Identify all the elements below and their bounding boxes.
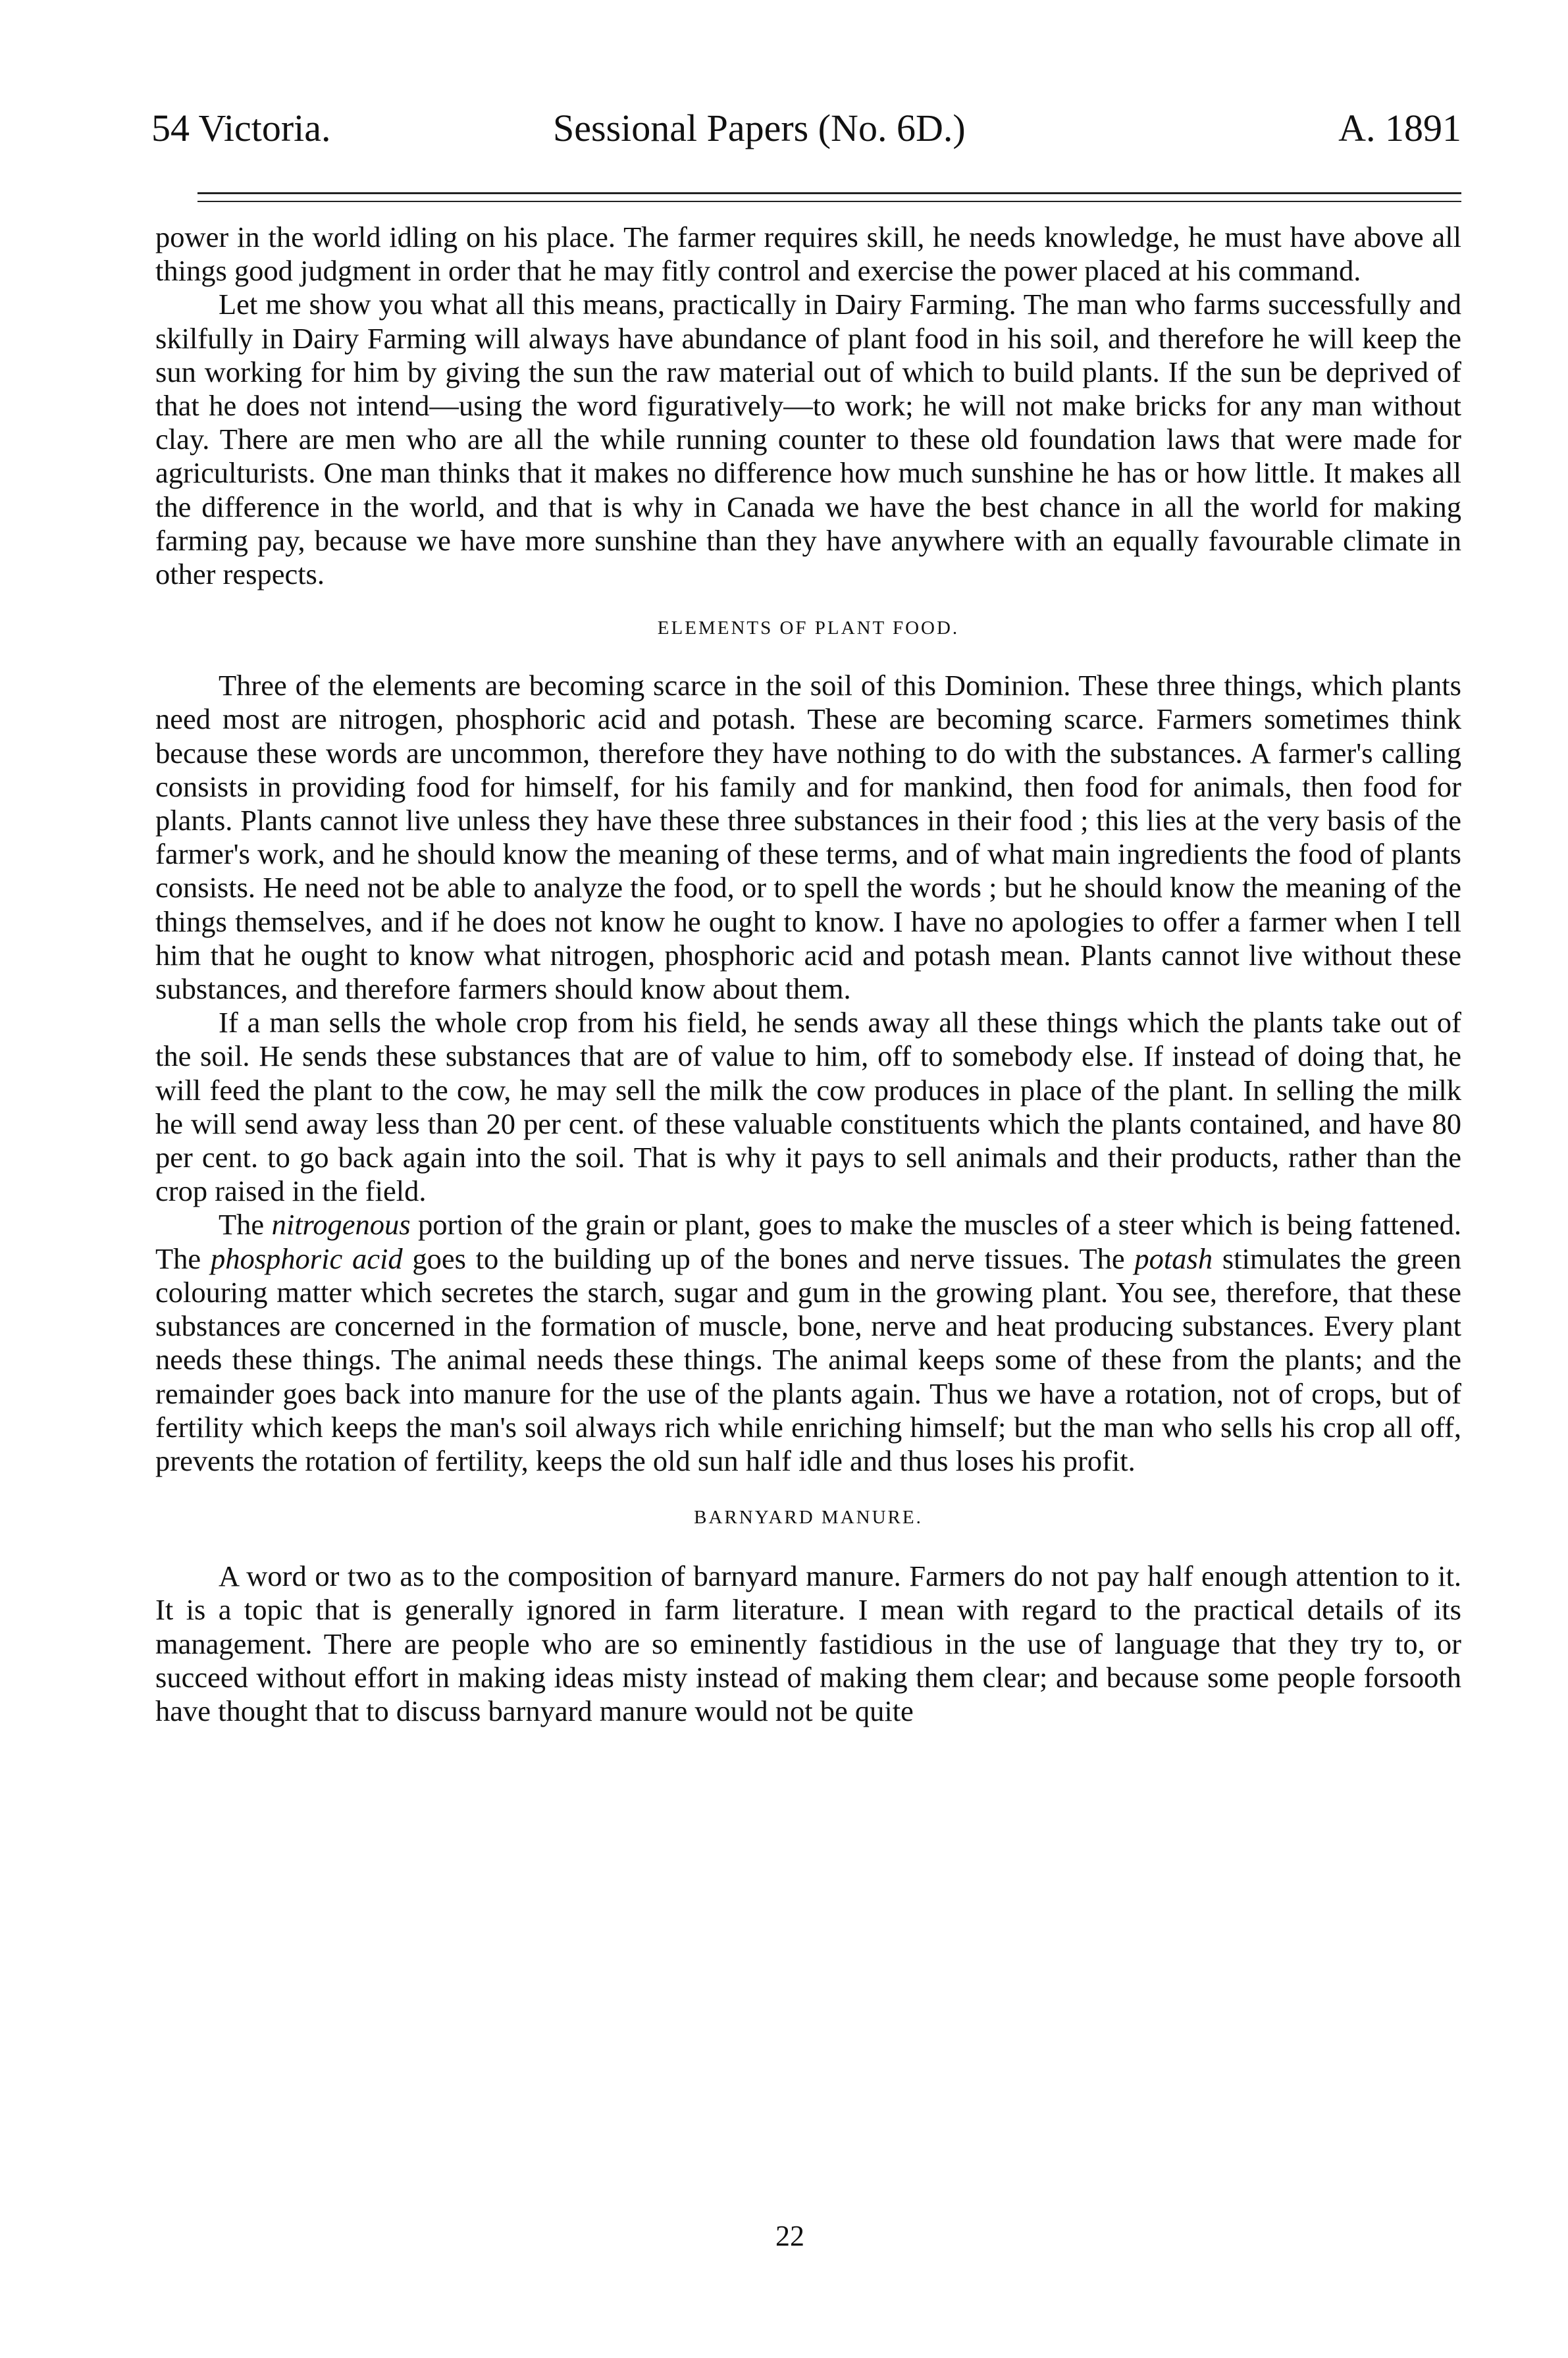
section-heading-barnyard-manure: BARNYARD MANURE. (694, 1507, 923, 1529)
text-run: goes to the building up of the bones and nerve tissues. The (402, 1242, 1135, 1275)
header-rule-top (197, 192, 1461, 194)
paragraph-barnyard-manure: A word or two as to the composition of barnyard manure. Farmers do not pay half enough attention to it. It is a topic that is generally ignored in farm literature. I mean with regard to the practical details of its management. There are people who are so eminently fastidious in the use of language that they try to, or succeed without effort in making ideas misty instead of making them clear; and because some people forsooth have thought that to discuss barnyard manure would not be quite (155, 1559, 1461, 1727)
body-text (155, 221, 1461, 1728)
page-number: 22 (775, 2220, 804, 2252)
header-year: A. 1891 (1338, 107, 1461, 149)
paragraph-dairy-farming: Let me show you what all this means, practically in Dairy Farming. The man who farms successfully and skilfully in Dairy Farming will always have abundance of plant food in his soil, and therefore he will keep the sun working for him by giving the sun the raw material out of which to build plants. If the sun be deprived of that he does not intend—using the word figuratively—to work; he will not make bricks for any man without clay. There are men who are all the while running counter to these old foundation laws that were made for agriculturists. One man thinks that it makes no difference how much sunshine he has or how little. It makes all the difference in the world, and that is why in Canada we have the best chance in all the world for making farming pay, because we have more sunshine than they have anywhere with an equally favourable climate in other respects. (155, 288, 1461, 591)
text-run: The (219, 1208, 272, 1242)
header-rule-bottom (197, 201, 1461, 202)
running-header (151, 99, 1461, 158)
section-heading-plant-food: ELEMENTS OF PLANT FOOD. (657, 617, 960, 639)
paragraph-nutrients (155, 1208, 1461, 1478)
italic-term-nitrogenous: nitrogenous (271, 1208, 411, 1242)
paragraph-continuation: power in the world idling on his place. The farmer requires skill, he needs knowledge, he must have above all things good judgment in order that he may fitly control and exercise the power placed at his command. (155, 221, 1461, 288)
text-run: stimulates the green colouring matter which secretes the starch, sugar and gum in the growing plant. You see, therefore, that these substances are concerned in the formation of muscle, bone, nerve and heat producing substances. Every plant needs these things. The animal needs these things. The animal keeps some of these from the plants; and the remainder goes back into manure for the use of the plants again. Thus we have a rotation, not of crops, but of fertility which keeps the man's soil always rich while enriching himself; but the man who sells his crop all off, prevents the rotation of fertility, keeps the old sun half idle and thus loses his profit. (155, 1242, 1462, 1477)
italic-term-phosphoric-acid: phosphoric acid (210, 1242, 403, 1275)
header-title: Sessional Papers (No. 6D.) (553, 107, 966, 149)
italic-term-potash: potash (1134, 1242, 1213, 1275)
header-volume: 54 Victoria. (151, 107, 331, 149)
paragraph-selling-crop: If a man sells the whole crop from his field, he sends away all these things which the plants take out of the soil. He sends these substances that are of value to him, off to somebody else. If instead of doing that, he will feed the plant to the cow, he may sell the milk the cow produces in place of the plant. In selling the milk he will send away less than 20 per cent. of these valuable constituents which the plants contained, and have 80 per cent. to go back again into the soil. That is why it pays to sell animals and their products, rather than the crop raised in the field. (155, 1006, 1461, 1208)
text-run: portion of the grain or plant, goes to make the muscles of a steer which is being fattened. The (155, 1208, 1461, 1275)
paragraph-elements: Three of the elements are becoming scarce in the soil of this Dominion. These three things, which plants need most are nitrogen, phosphoric acid and potash. These are becoming scarce. Farmers sometimes think because these words are uncommon, therefore they have nothing to do with the substances. A farmer's calling consists in providing food for himself, for his family and for mankind, then food for animals, then food for plants. Plants cannot live unless they have these three substances in their food ; this lies at the very basis of the farmer's work, and he should know the meaning of these terms, and of what main ingredients the food of plants consists. He need not be able to analyze the food, or to spell the words ; but he should know the meaning of the things themselves, and if he does not know he ought to know. I have no apologies to offer a farmer when I tell him that he ought to know what nitrogen, phosphoric acid and potash mean. Plants cannot live without these substances, and therefore farmers should know about them. (155, 669, 1461, 1006)
